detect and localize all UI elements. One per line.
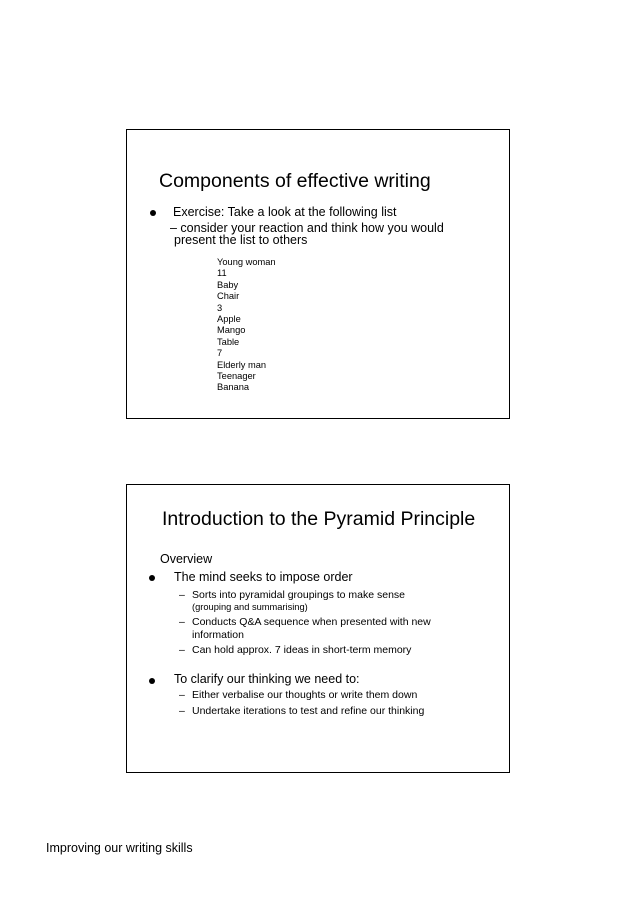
dash-marker: – bbox=[179, 616, 185, 628]
list-item: Mango bbox=[217, 325, 246, 336]
list-item: 11 bbox=[217, 268, 227, 279]
overview-heading: Overview bbox=[160, 552, 213, 566]
sub-bullet-text: Can hold approx. 7 ideas in short-term memory bbox=[192, 644, 412, 656]
word-list bbox=[217, 257, 276, 394]
slide-title: Introduction to the Pyramid Principle bbox=[162, 508, 476, 530]
dash-marker: – bbox=[179, 644, 185, 656]
list-item: Young woman bbox=[217, 257, 276, 267]
bullet-text: Exercise: Take a look at the following list bbox=[173, 205, 397, 219]
sub-bullet-text: Sorts into pyramidal groupings to make sense bbox=[192, 589, 406, 601]
dash-marker: – bbox=[179, 689, 185, 701]
list-item: Baby bbox=[217, 279, 239, 290]
list-item: 7 bbox=[217, 348, 223, 359]
list-item: Banana bbox=[217, 382, 250, 393]
list-item: Table bbox=[217, 336, 240, 347]
slide-pyramid-principle bbox=[126, 484, 510, 773]
list-item: 3 bbox=[217, 302, 223, 313]
dash-marker: – bbox=[179, 589, 185, 601]
list-item: Chair bbox=[217, 291, 240, 302]
bullet-dot-icon bbox=[149, 678, 155, 684]
page-footer: Improving our writing skills bbox=[46, 841, 193, 855]
bullet-dot-icon bbox=[150, 210, 156, 216]
sub-bullet-text: Undertake iterations to test and refine our thinking bbox=[192, 705, 425, 717]
bullet-dot-icon bbox=[149, 575, 155, 581]
sub-bullet-text: Conducts Q&A sequence when presented with new bbox=[192, 616, 431, 628]
slide-components-of-effective-writing bbox=[126, 129, 510, 419]
list-item: Apple bbox=[217, 314, 241, 325]
list-item: Teenager bbox=[217, 371, 256, 382]
bullet-text: The mind seeks to impose order bbox=[174, 570, 353, 584]
bullet-text: To clarify our thinking we need to: bbox=[174, 672, 360, 686]
list-item: Elderly man bbox=[217, 359, 267, 370]
sub-bullet-note: (grouping and summarising) bbox=[192, 602, 308, 612]
dash-marker: – bbox=[179, 705, 185, 717]
sub-bullet-text: Either verbalise our thoughts or write them down bbox=[192, 689, 418, 701]
slide-title: Components of effective writing bbox=[159, 170, 431, 192]
bullet-text: – consider your reaction and think how you would bbox=[170, 221, 444, 235]
sub-bullet-text: information bbox=[192, 629, 244, 641]
bullet-text: present the list to others bbox=[174, 233, 308, 247]
